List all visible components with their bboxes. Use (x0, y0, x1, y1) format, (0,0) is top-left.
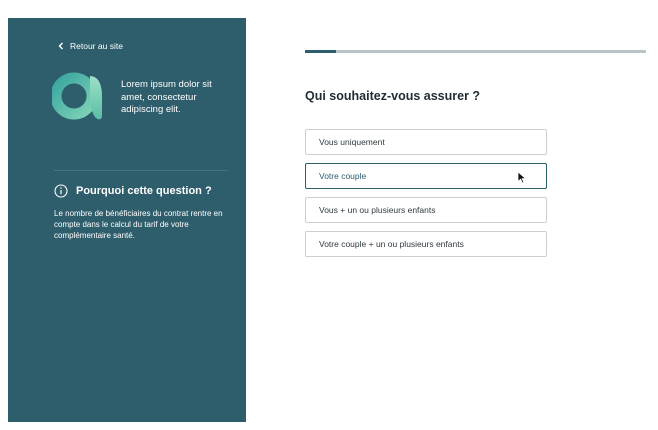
option-couple-enfants[interactable]: Votre couple + un ou plusieurs enfants (305, 231, 547, 257)
back-link-label: Retour au site (70, 41, 123, 51)
question-title: Qui souhaitez-vous assurer ? (305, 89, 481, 103)
info-icon (54, 184, 68, 198)
why-question-title: Pourquoi cette question ? (76, 185, 212, 197)
option-vous-uniquement[interactable]: Vous uniquement (305, 129, 547, 155)
chevron-left-icon (57, 42, 65, 50)
why-question-text: Le nombre de bénéficiaires du contrat rentre en compte dans le calcul du tarif de votre complémentaire santé. (54, 209, 223, 240)
option-votre-couple[interactable]: Votre couple (305, 163, 547, 189)
mouse-cursor-icon (517, 171, 527, 184)
progress-bar-fill (305, 50, 336, 53)
brand-logo-icon (52, 70, 106, 122)
sidebar-tagline: Lorem ipsum dolor sit amet, consectetur adipiscing elit. (121, 79, 212, 115)
progress-bar (305, 50, 646, 53)
sidebar-panel (8, 18, 246, 422)
sidebar-divider (54, 170, 228, 171)
options-list (305, 129, 547, 265)
back-to-site-link[interactable] (57, 41, 123, 51)
why-question-heading (54, 184, 212, 198)
option-vous-enfants[interactable]: Vous + un ou plusieurs enfants (305, 197, 547, 223)
